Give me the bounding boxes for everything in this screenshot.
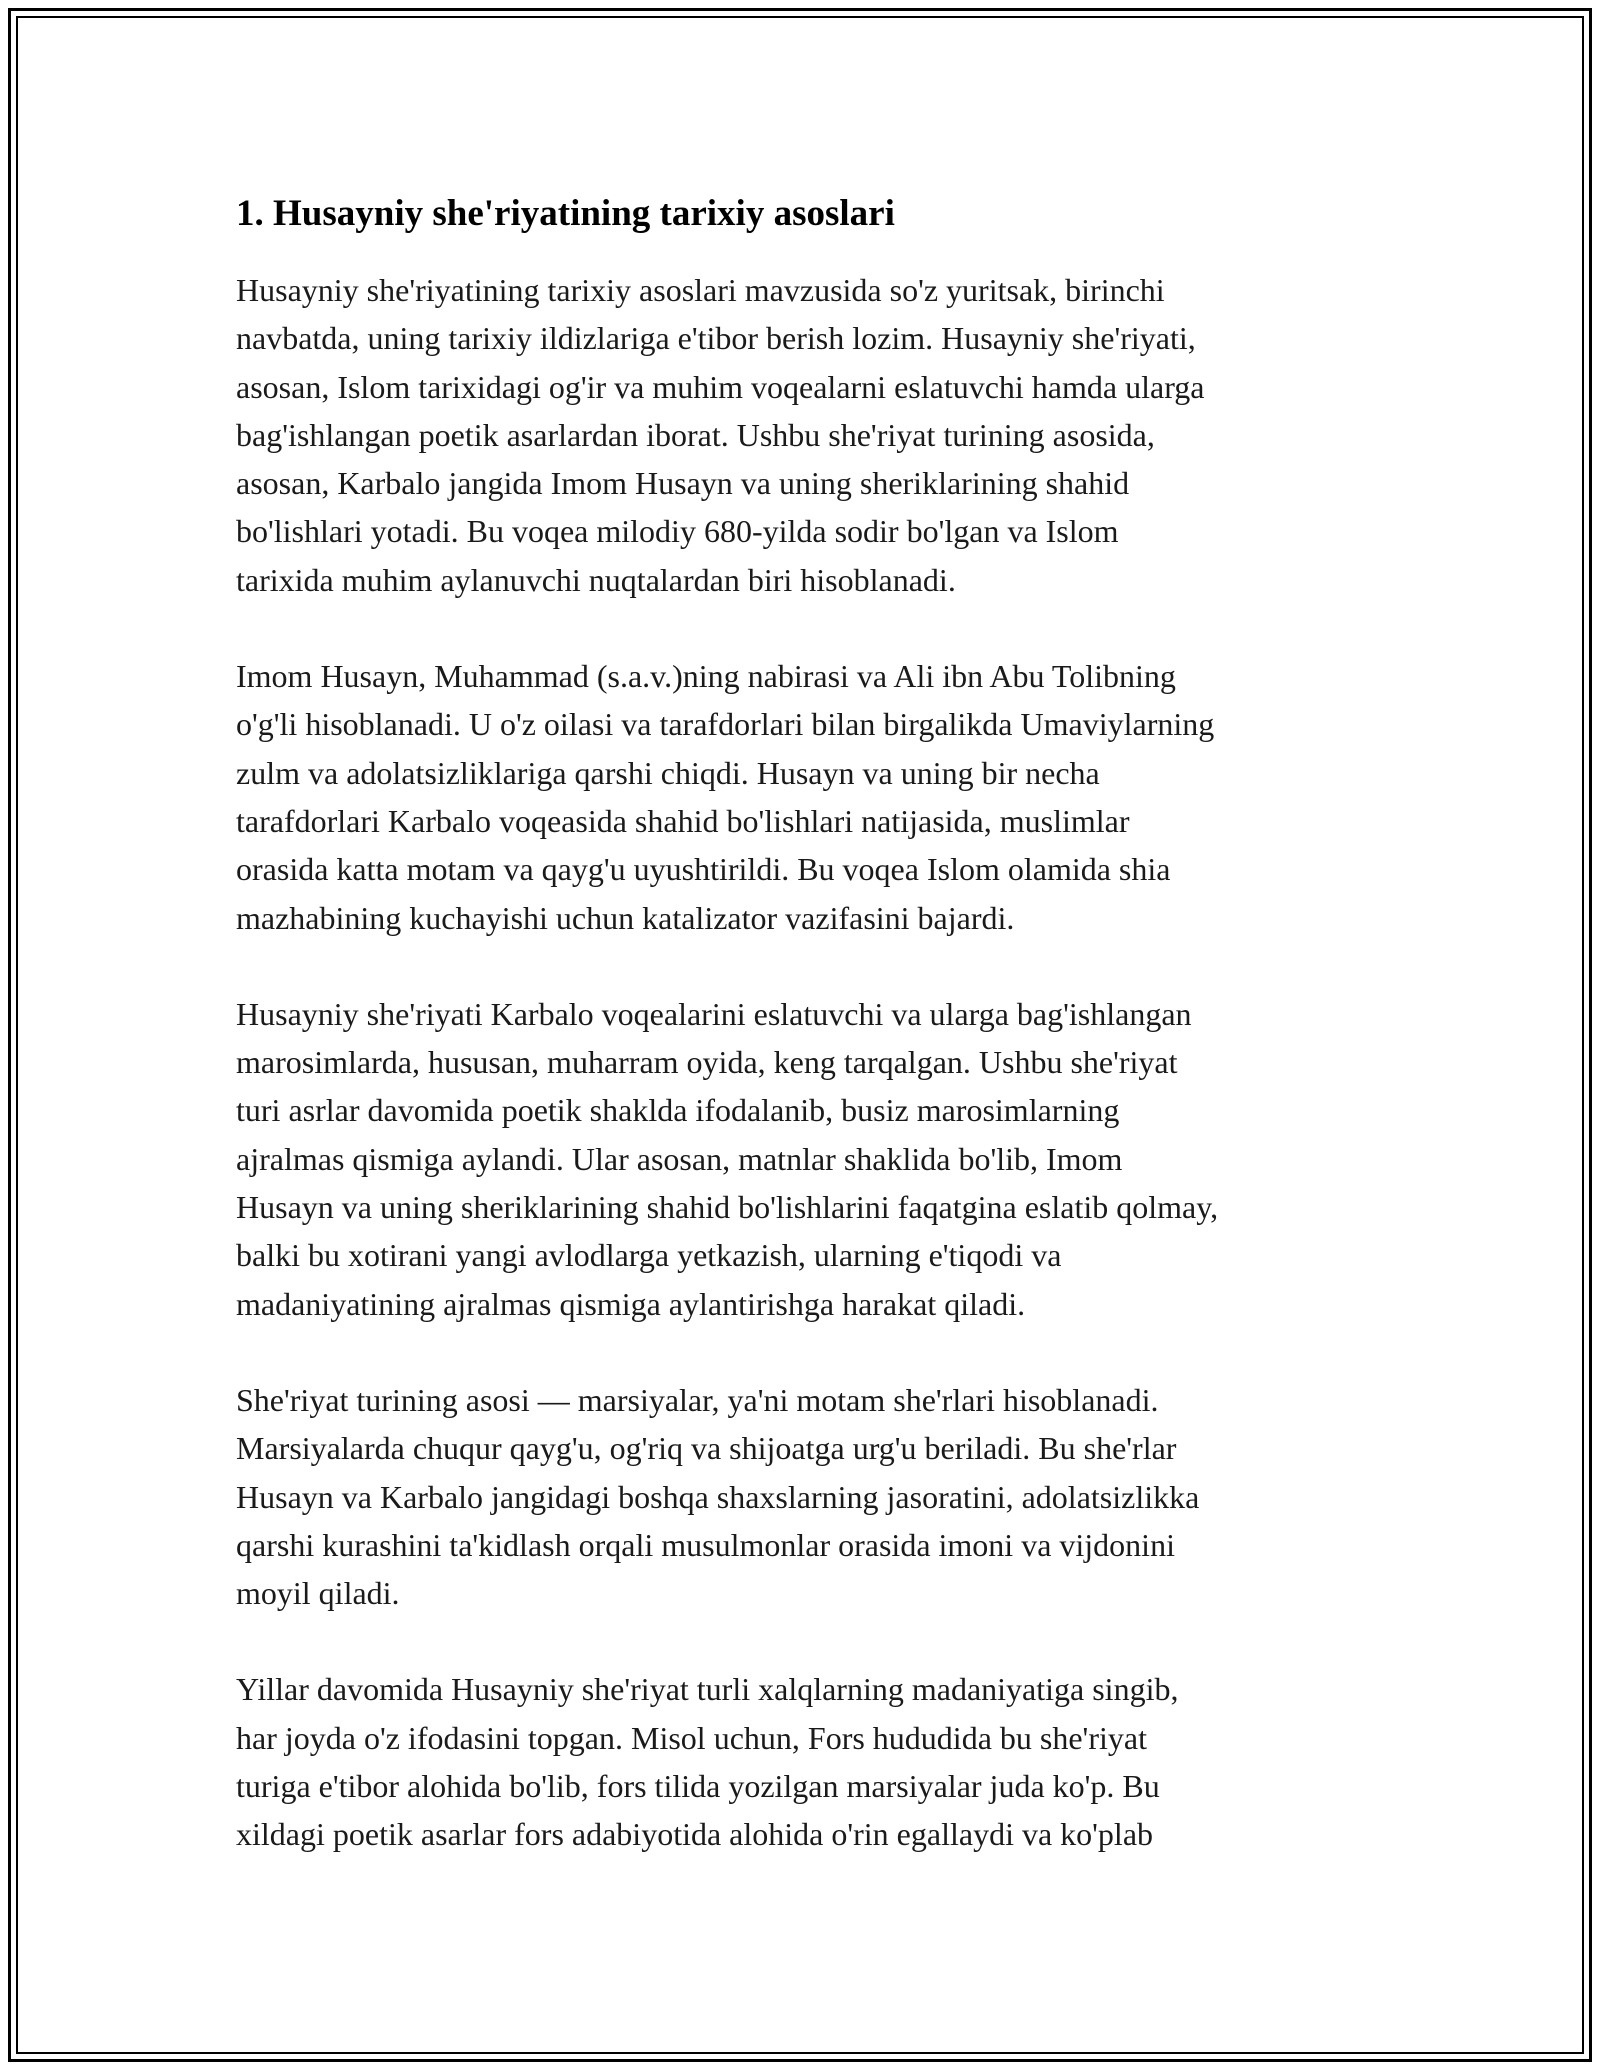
document-body	[236, 186, 1416, 1907]
text-line: Yillar davomida Husayniy she'riyat turli xalqlarning madaniyatiga singib,	[236, 1671, 1179, 1708]
text-line: Husayniy she'riyati Karbalo voqealarini eslatuvchi va ularga bag'ishlangan	[236, 995, 1192, 1032]
text-line: o'g'li hisoblanadi. U o'z oilasi va tarafdorlari bilan birgalikda Umaviylarning	[236, 706, 1215, 743]
text-line: Imom Husayn, Muhammad (s.a.v.)ning nabirasi va Ali ibn Abu Tolibning	[236, 658, 1176, 695]
text-line: har joyda o'z ifodasini topgan. Misol uchun, Fors hududida bu she'riyat	[236, 1719, 1147, 1756]
text-line: navbatda, uning tarixiy ildizlariga e'tibor berish lozim. Husayniy she'riyati,	[236, 320, 1196, 357]
text-line: xildagi poetik asarlar fors adabiyotida alohida o'rin egallaydi va ko'plab	[236, 1816, 1154, 1853]
paragraph-3	[236, 990, 1416, 1328]
text-line: ajralmas qismiga aylandi. Ular asosan, matnlar shaklida bo'lib, Imom	[236, 1140, 1123, 1177]
text-line: asosan, Islom tarixidagi og'ir va muhim voqealarni eslatuvchi hamda ularga	[236, 368, 1205, 405]
paragraph-5	[236, 1665, 1416, 1858]
text-line: She'riyat turining asosi — marsiyalar, ya'ni motam she'rlari hisoblanadi.	[236, 1381, 1159, 1418]
text-line: qarshi kurashini ta'kidlash orqali musulmonlar orasida imoni va vijdonini	[236, 1526, 1175, 1563]
paragraph-2	[236, 652, 1416, 942]
text-line: tarixida muhim aylanuvchi nuqtalardan biri hisoblanadi.	[236, 561, 956, 598]
text-line: bag'ishlangan poetik asarlardan iborat. Ushbu she'riyat turining asosida,	[236, 416, 1155, 453]
text-line: zulm va adolatsizliklariga qarshi chiqdi. Husayn va uning bir necha	[236, 754, 1100, 791]
text-line: balki bu xotirani yangi avlodlarga yetkazish, ularning e'tiqodi va	[236, 1237, 1062, 1274]
text-line: turiga e'tibor alohida bo'lib, fors tilida yozilgan marsiyalar juda ko'p. Bu	[236, 1768, 1160, 1805]
text-line: asosan, Karbalo jangida Imom Husayn va uning sheriklarining shahid	[236, 465, 1130, 502]
section-heading: 1. Husayniy she'riyatining tarixiy asoslari	[236, 193, 895, 234]
text-line: bo'lishlari yotadi. Bu voqea milodiy 680-yilda sodir bo'lgan va Islom	[236, 513, 1119, 550]
paragraph-4	[236, 1376, 1416, 1617]
text-line: marosimlarda, hususan, muharram oyida, keng tarqalgan. Ushbu she'riyat	[236, 1044, 1178, 1081]
text-line: tarafdorlari Karbalo voqeasida shahid bo'lishlari natijasida, muslimlar	[236, 802, 1130, 839]
text-line: Marsiyalarda chuqur qayg'u, og'riq va shijoatga urg'u beriladi. Bu she'rlar	[236, 1430, 1177, 1467]
text-line: Husayniy she'riyatining tarixiy asoslari mavzusida so'z yuritsak, birinchi	[236, 272, 1165, 308]
text-line: mazhabining kuchayishi uchun katalizator vazifasini bajardi.	[236, 899, 1015, 936]
text-line: orasida katta motam va qayg'u uyushtirildi. Bu voqea Islom olamida shia	[236, 851, 1171, 888]
text-line: Husayn va Karbalo jangidagi boshqa shaxslarning jasoratini, adolatsizlikka	[236, 1478, 1200, 1515]
text-line: turi asrlar davomida poetik shaklda ifodalanib, busiz marosimlarning	[236, 1092, 1120, 1129]
text-line: madaniyatining ajralmas qismiga aylantirishga harakat qiladi.	[236, 1285, 1026, 1322]
paragraph-1	[236, 266, 1416, 604]
text-line: Husayn va uning sheriklarining shahid bo'lishlarini faqatgina eslatib qolmay,	[236, 1189, 1219, 1226]
text-line: moyil qiladi.	[236, 1575, 400, 1612]
